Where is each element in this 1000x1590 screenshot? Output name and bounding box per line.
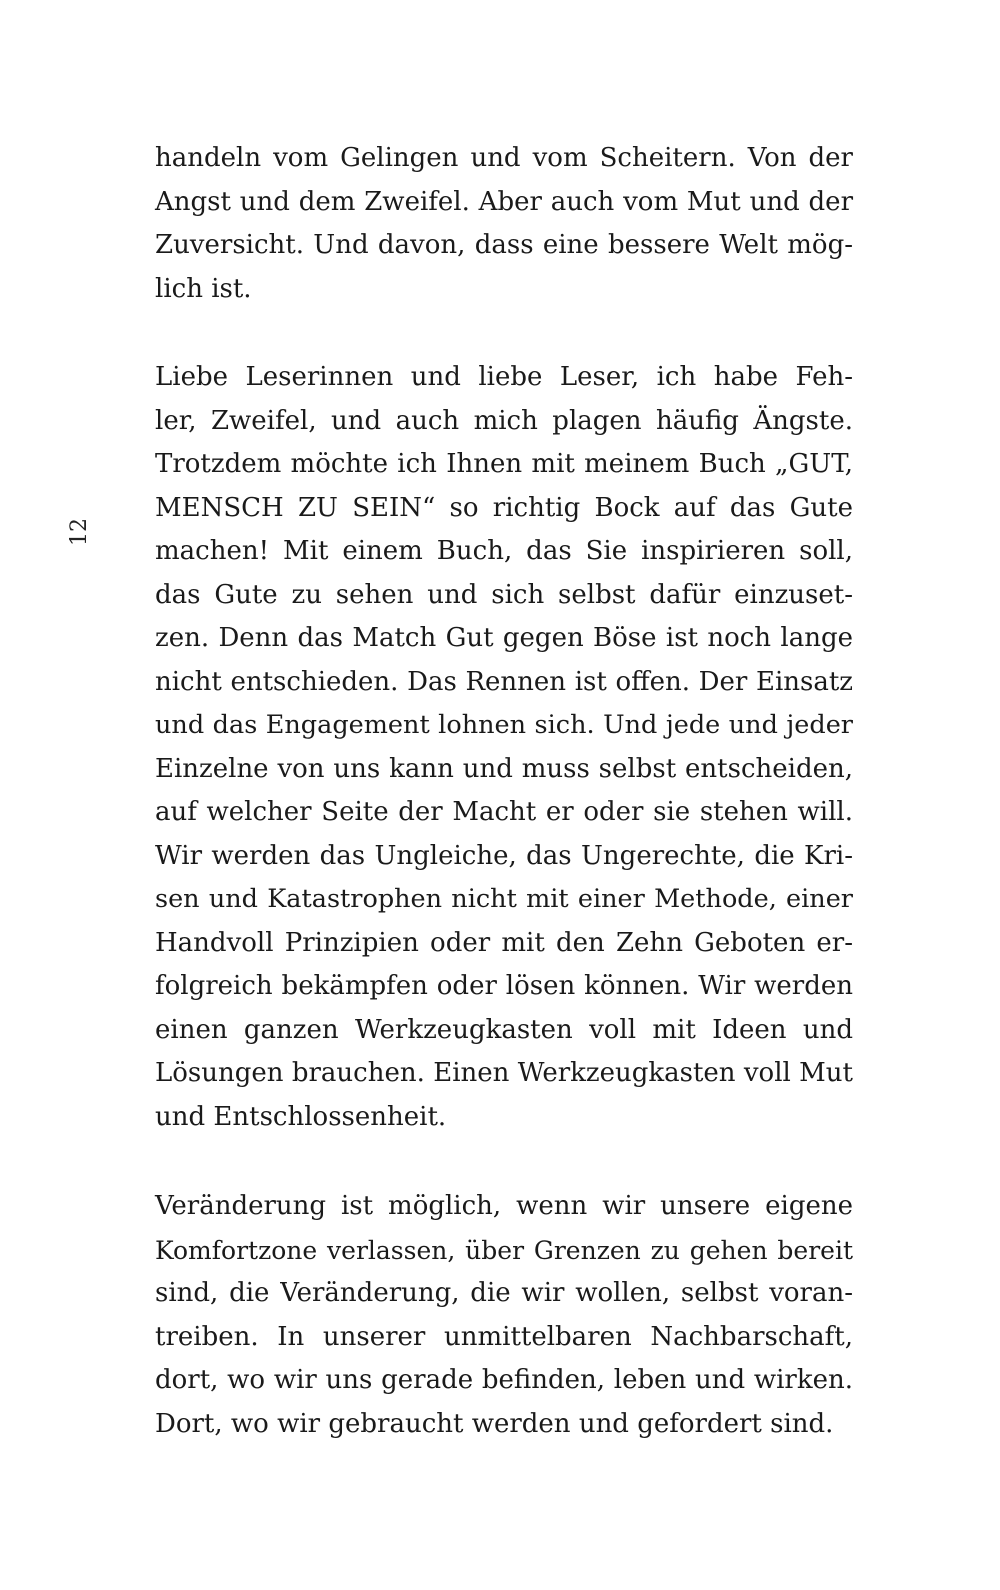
text-line: treiben. In unserer unmittelbaren Nachbarschaft, xyxy=(155,1321,853,1352)
text-line: Wir werden das Ungleiche, das Ungerechte, die Kri- xyxy=(155,840,853,871)
text-line: das Gute zu sehen und sich selbst dafür einzuset- xyxy=(155,579,853,610)
text-line: Veränderung ist möglich, wenn wir unsere eigene xyxy=(155,1191,853,1221)
text-line: ler, Zweifel, und auch mich plagen häufig Ängste. xyxy=(155,405,853,436)
text-line: auf welcher Seite der Macht er oder sie stehen will. xyxy=(155,797,853,827)
text-line: Dort, wo wir gebraucht werden und gefordert sind. xyxy=(155,1408,834,1439)
text-line: sen und Katastrophen nicht mit einer Methode, einer xyxy=(155,884,853,914)
text-line: zen. Denn das Match Gut gegen Böse ist noch lange xyxy=(155,623,853,653)
text-line: sind, die Veränderung, die wir wollen, selbst voran- xyxy=(155,1278,853,1308)
text-line: und Entschlossenheit. xyxy=(155,1101,447,1132)
paragraph-2 xyxy=(155,356,853,1139)
text-line: Liebe Leserinnen und liebe Leser, ich habe Feh- xyxy=(155,362,853,392)
text-line: einen ganzen Werkzeugkasten voll mit Ideen und xyxy=(155,1014,853,1045)
text-line: Komfortzone verlassen, über Grenzen zu gehen bereit xyxy=(155,1235,853,1265)
text-line: Handvoll Prinzipien oder mit den Zehn Geboten er- xyxy=(155,927,853,958)
text-line: dort, wo wir uns gerade befinden, leben und wirken. xyxy=(155,1365,853,1395)
paragraph-1 xyxy=(155,137,853,311)
paragraph-3 xyxy=(155,1185,853,1446)
text-line: folgreich bekämpfen oder lösen können. Wir werden xyxy=(155,971,853,1001)
text-line: machen! Mit einem Buch, das Sie inspirieren soll, xyxy=(155,536,853,566)
text-line: Trotzdem möchte ich Ihnen mit meinem Buch „GUT, xyxy=(155,449,853,479)
text-line: Angst und dem Zweifel. Aber auch vom Mut und der xyxy=(155,186,853,217)
page-number: 12 xyxy=(67,518,92,546)
text-line: handeln vom Gelingen und vom Scheitern. Von der xyxy=(155,143,853,173)
text-line: Einzelne von uns kann und muss selbst entscheiden, xyxy=(155,753,853,784)
text-line: und das Engagement lohnen sich. Und jede und jeder xyxy=(155,710,853,740)
text-line: lich ist. xyxy=(155,273,252,304)
text-line: Zuversicht. Und davon, dass eine bessere Welt mög- xyxy=(155,230,853,260)
text-line: MENSCH ZU SEIN“ so richtig Bock auf das Gute xyxy=(155,492,853,523)
text-line: nicht entschieden. Das Rennen ist offen. Der Einsatz xyxy=(155,666,853,697)
text-line: Lösungen brauchen. Einen Werkzeugkasten voll Mut xyxy=(155,1058,853,1088)
